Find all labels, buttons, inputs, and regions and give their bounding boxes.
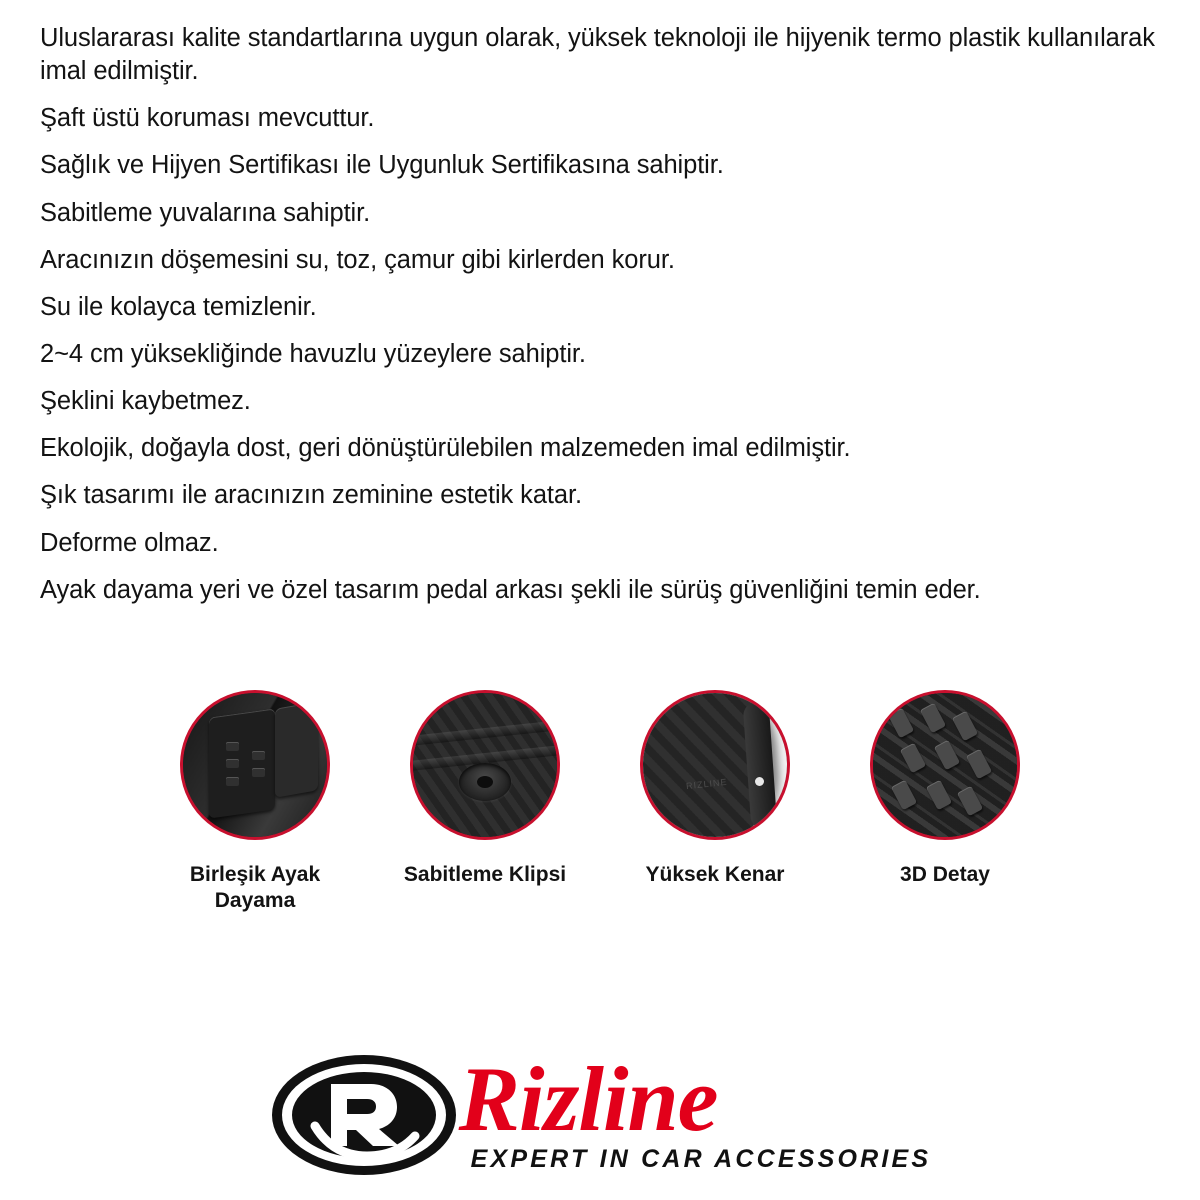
feature-item: Sağlık ve Hijyen Sertifikası ile Uygunluk Sertifikasına sahiptir. — [40, 151, 724, 180]
feature-item: Şık tasarımı ile aracınızın zeminine estetik katar. — [40, 481, 582, 510]
detail-item-3d-pattern — [850, 690, 1040, 888]
detail-caption: 3D Detay — [900, 863, 990, 886]
detail-caption: Yüksek Kenar — [645, 863, 785, 886]
logo-tagline: EXPERT IN CAR ACCESSORIES — [470, 1145, 932, 1174]
feature-item: Ekolojik, doğayla dost, geri dönüştürülebilen malzemeden imal edilmiştir. — [40, 434, 851, 463]
detail-highlights — [0, 690, 1200, 915]
logo-wordmark: Rizline — [458, 1047, 718, 1150]
high-edge-photo: RIZLINE — [640, 690, 790, 840]
feature-item: Şaft üstü koruması mevcuttur. — [40, 104, 375, 133]
foot-rest-photo — [180, 690, 330, 840]
detail-caption: Sabitleme Klipsi — [403, 863, 567, 886]
feature-item: Deforme olmaz. — [40, 528, 219, 557]
detail-caption: Birleşik Ayak Dayama — [189, 863, 321, 913]
3d-pattern-photo — [870, 690, 1020, 840]
detail-item-foot-rest — [160, 690, 350, 915]
feature-item: 2~4 cm yüksekliğinde havuzlu yüzeylere sahiptir. — [40, 339, 586, 368]
feature-item: Şeklini kaybetmez. — [40, 387, 251, 416]
feature-item: Sabitleme yuvalarına sahiptir. — [40, 198, 371, 227]
feature-item: Ayak dayama yeri ve özel tasarım pedal arkası şekli ile sürüş güvenliğini temin eder. — [40, 575, 981, 604]
fixing-clip-photo — [410, 690, 560, 840]
detail-item-fixing-clip — [390, 690, 580, 888]
feature-item: Su ile kolayca temizlenir. — [40, 292, 317, 321]
rizline-monogram-icon — [269, 1052, 459, 1178]
detail-item-high-edge — [620, 690, 810, 888]
brand-logo — [0, 1047, 1200, 1178]
feature-item: Aracınızın döşemesini su, toz, çamur gibi kirlerden korur. — [40, 245, 675, 274]
feature-item: Uluslararası kalite standartlarına uygun olarak, yüksek teknoloji ile hijyenik termo plastik kullanılarak imal edilmiştir. — [40, 24, 1162, 86]
